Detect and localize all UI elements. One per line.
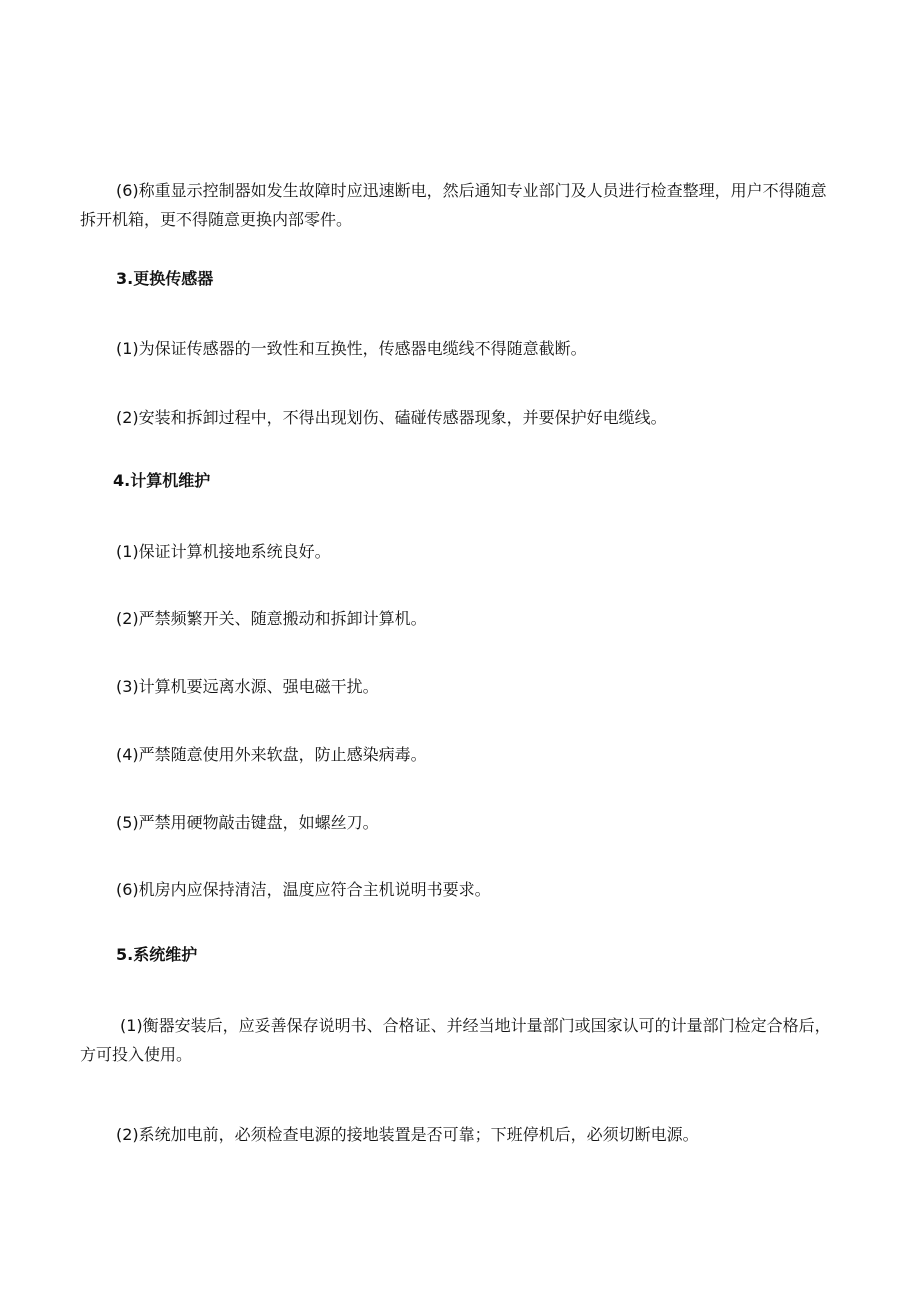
- paragraph-display-controller: (6)称重显示控制器如发生故障时应迅速断电，然后通知专业部门及人员进行检查整理，用户不得随意拆开机箱，更不得随意更换内部零件。: [80, 181, 827, 229]
- sensor-item-1: (1)为保证传感器的一致性和互换性，传感器电缆线不得随意截断。: [116, 339, 587, 358]
- sensor-item-2: (2)安装和拆卸过程中，不得出现划伤、磕碰传感器现象，并要保护好电缆线。: [116, 408, 667, 427]
- system-item-2: (2)系统加电前，必须检查电源的接地装置是否可靠；下班停机后，必须切断电源。: [116, 1125, 699, 1144]
- computer-item-3: (3)计算机要远离水源、强电磁干扰。: [116, 677, 379, 696]
- heading-replace-sensor: 3.更换传感器: [116, 269, 214, 288]
- computer-item-5: (5)严禁用硬物敲击键盘，如螺丝刀。: [116, 813, 379, 832]
- computer-item-6: (6)机房内应保持清洁，温度应符合主机说明书要求。: [116, 880, 491, 899]
- system-item-1: (1)衡器安装后，应妥善保存说明书、合格证、并经当地计量部门或国家认可的计量部门检定合格后，方可投入使用。: [80, 1016, 831, 1064]
- computer-item-2: (2)严禁频繁开关、随意搬动和拆卸计算机。: [116, 609, 427, 628]
- computer-item-1: (1)保证计算机接地系统良好。: [116, 542, 331, 561]
- heading-computer-maintenance: 4.计算机维护: [113, 471, 211, 490]
- computer-item-4: (4)严禁随意使用外来软盘，防止感染病毒。: [116, 745, 427, 764]
- heading-system-maintenance: 5.系统维护: [116, 945, 198, 964]
